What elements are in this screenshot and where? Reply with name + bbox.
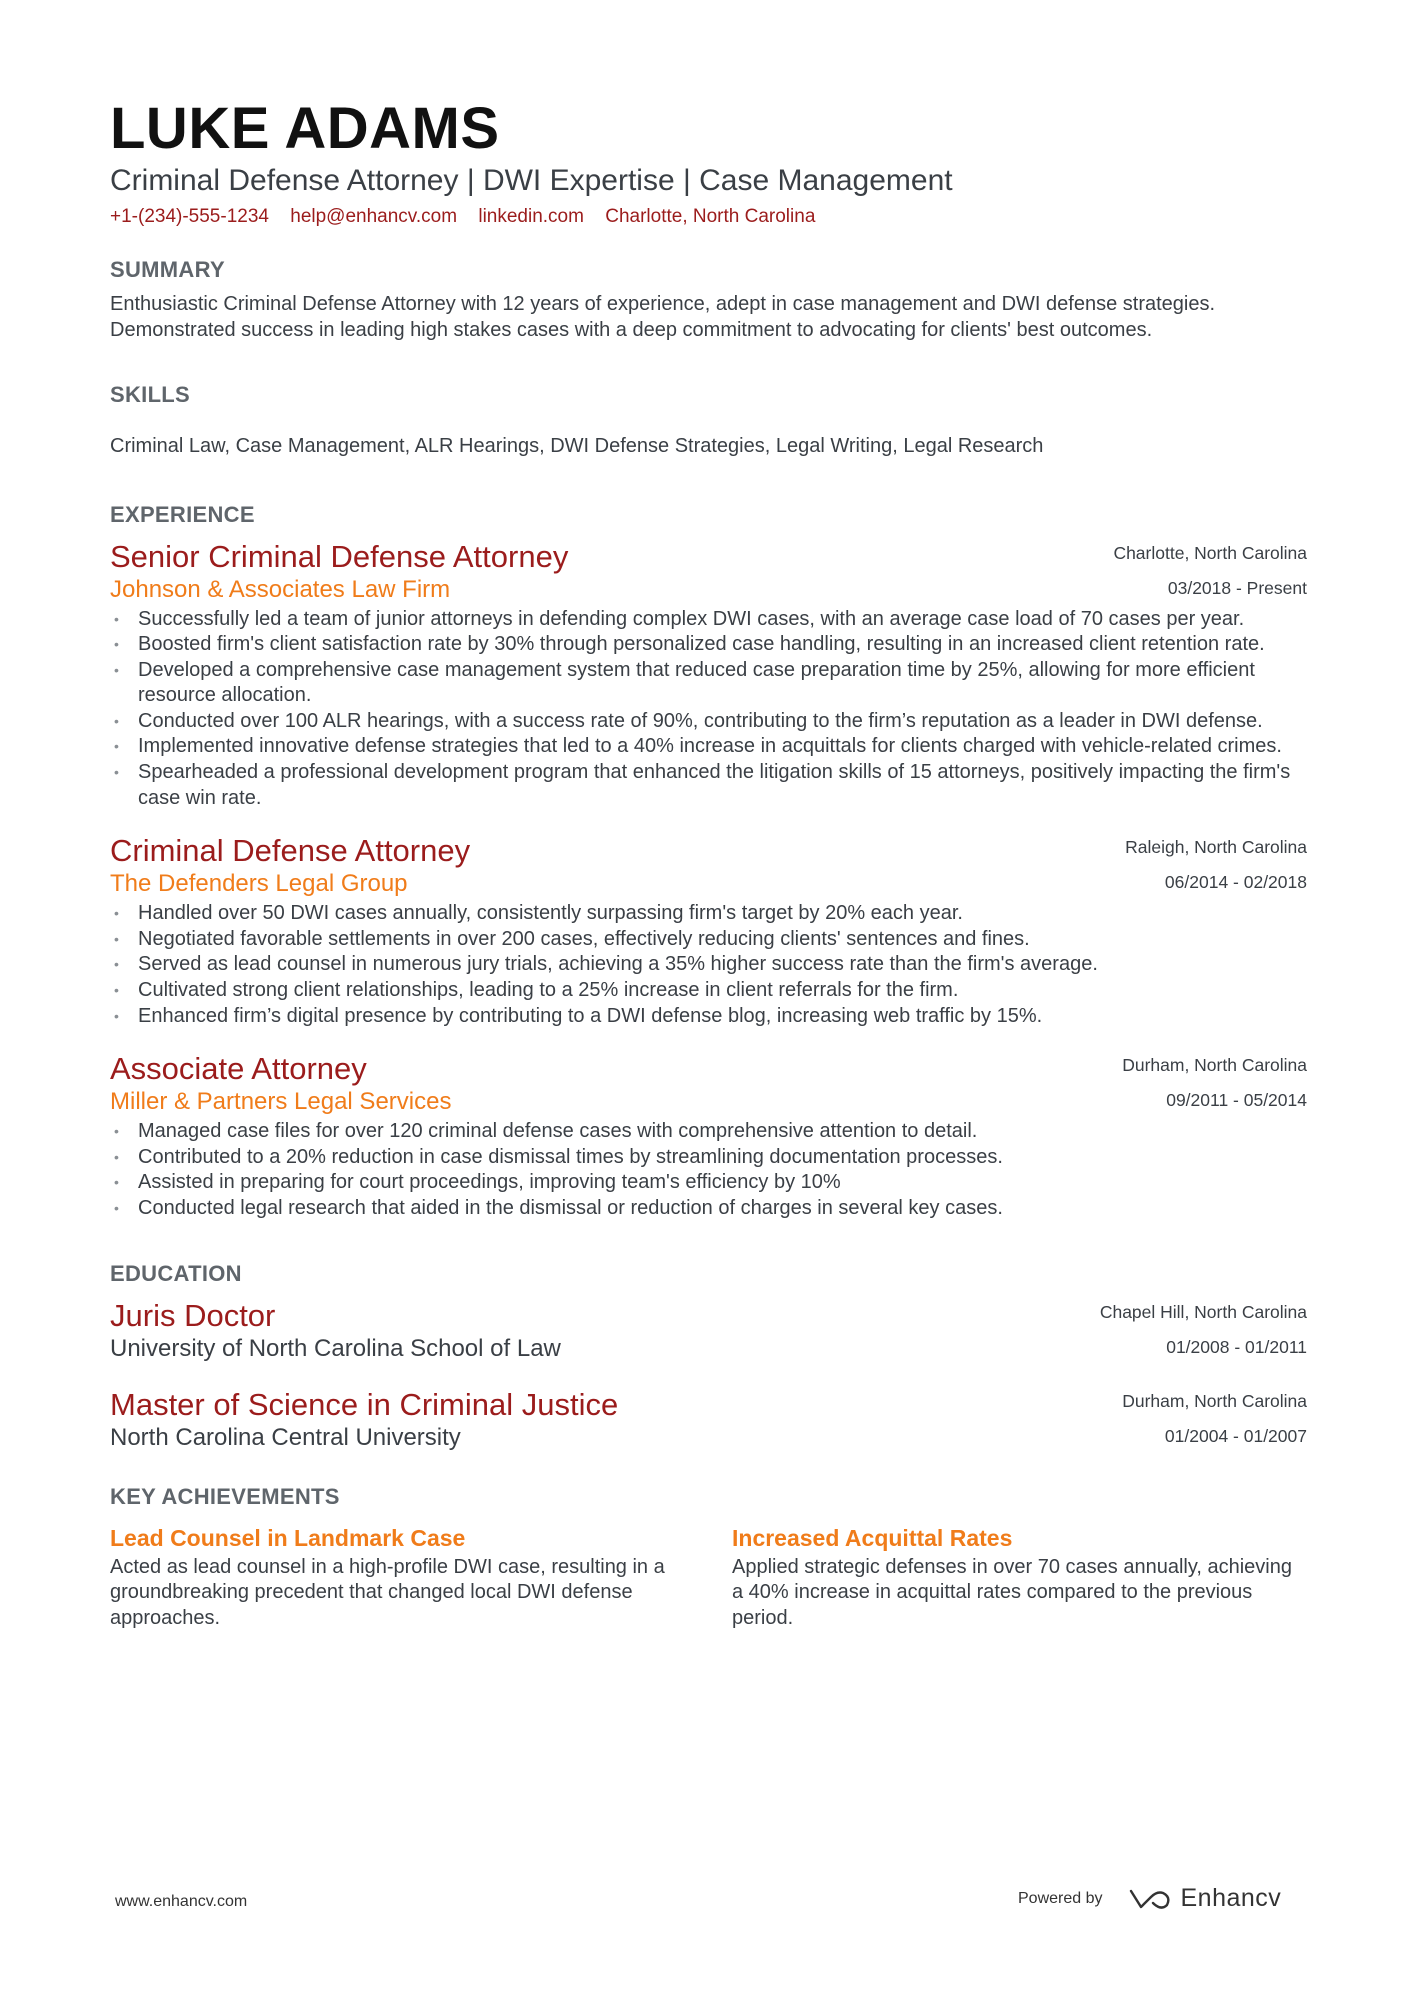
job-location: Charlotte, North Carolina [1113, 542, 1307, 563]
powered-by-label: Powered by [1018, 1889, 1103, 1907]
bullet-item: • Assisted in preparing for court proceedings, improving team's efficiency by 10% [110, 1170, 1307, 1196]
contact-linkedin[interactable]: linkedin.com [478, 206, 584, 227]
summary-section [110, 256, 1307, 343]
education-dates: 01/2004 - 01/2007 [1164, 1425, 1307, 1446]
education-school: North Carolina Central University [110, 1423, 461, 1451]
job-title: Senior Criminal Defense Attorney [110, 538, 569, 574]
education-section [110, 1260, 1307, 1453]
bullet-item: • Served as lead counsel in numerous jury trials, achieving a 35% higher success rate than the firm's average. [110, 952, 1307, 978]
job-dates: 06/2014 - 02/2018 [1164, 872, 1307, 893]
enhancv-logo-icon [1127, 1887, 1173, 1911]
resume-header [110, 96, 1307, 230]
enhancv-brand-name[interactable]: Enhancv [1180, 1884, 1282, 1912]
resume-page [110, 96, 1307, 1631]
achievement-description: Applied strategic defenses in over 70 cases annually, achieving a 40% increase in acquittal rates compared to the previous period. [732, 1555, 1292, 1629]
contact-email[interactable]: help@enhancv.com [290, 206, 458, 227]
achievement-description: Acted as lead counsel in a high-profile DWI case, resulting in a groundbreaking precedent that changed local DWI defense approaches. [110, 1555, 665, 1629]
experience-item [110, 539, 1307, 812]
bullet-item: • Boosted firm's client satisfaction rate by 30% through personalized case handling, resulting in an increased client retention rate. [110, 632, 1307, 658]
education-location: Chapel Hill, North Carolina [1099, 1301, 1307, 1322]
bullet-item: • Handled over 50 DWI cases annually, consistently surpassing firm's target by 20% each year. [110, 901, 1307, 927]
section-title-education: EDUCATION [110, 1260, 242, 1286]
education-degree: Juris Doctor [110, 1297, 276, 1333]
bullet-item: • Conducted legal research that aided in the dismissal or reduction of charges in several key cases. [110, 1196, 1307, 1222]
contact-location: Charlotte, North Carolina [605, 206, 816, 227]
bullet-item: • Managed case files for over 120 criminal defense cases with comprehensive attention to detail. [110, 1119, 1307, 1145]
candidate-headline: Criminal Defense Attorney | DWI Expertise | Case Management [110, 164, 953, 197]
bullet-item: • Negotiated favorable settlements in over 200 cases, effectively reducing clients' sentences and fines. [110, 927, 1307, 953]
achievement-title: Lead Counsel in Landmark Case [110, 1524, 466, 1551]
job-company: Johnson & Associates Law Firm [110, 575, 451, 603]
job-company: Miller & Partners Legal Services [110, 1088, 452, 1116]
experience-item [110, 1051, 1307, 1221]
footer-branding [1018, 1884, 1281, 1913]
experience-item [110, 833, 1307, 1029]
bullet-item: • Enhanced firm’s digital presence by contributing to a DWI defense blog, increasing web traffic by 15%. [110, 1004, 1307, 1030]
summary-text: Enthusiastic Criminal Defense Attorney with 12 years of experience, adept in case management and DWI defense strategies. Demonstrated success in leading high stakes cases with a deep commitment to advocating for clients' best outcomes. [110, 293, 1216, 341]
achievements-section [110, 1483, 1307, 1632]
section-title-summary: SUMMARY [110, 257, 225, 282]
job-bullets [110, 607, 1307, 812]
footer-website[interactable]: www.enhancv.com [115, 1893, 248, 1910]
education-item [110, 1298, 1307, 1364]
experience-section [110, 501, 1307, 1222]
job-bullets [110, 1119, 1307, 1221]
job-title: Criminal Defense Attorney [110, 833, 471, 869]
section-title-achievements: KEY ACHIEVEMENTS [110, 1483, 340, 1509]
bullet-item: • Implemented innovative defense strategies that led to a 40% increase in acquittals for clients charged with vehicle-related crimes. [110, 734, 1307, 760]
job-title: Associate Attorney [110, 1051, 367, 1087]
bullet-item: • Spearheaded a professional development program that enhanced the litigation skills of 15 attorneys, positively impacting the firm's case win rate. [110, 760, 1307, 811]
contact-info [110, 204, 1307, 230]
education-item [110, 1387, 1307, 1453]
achievement-item [732, 1523, 1307, 1632]
job-dates: 03/2018 - Present [1167, 577, 1307, 598]
job-location: Raleigh, North Carolina [1125, 837, 1307, 858]
section-title-experience: EXPERIENCE [110, 501, 255, 527]
education-location: Durham, North Carolina [1122, 1390, 1307, 1411]
job-company: The Defenders Legal Group [110, 870, 408, 898]
education-dates: 01/2008 - 01/2011 [1166, 1336, 1307, 1357]
candidate-name: LUKE ADAMS [110, 96, 500, 161]
education-school: University of North Carolina School of Law [110, 1334, 561, 1362]
job-bullets [110, 901, 1307, 1029]
job-dates: 09/2011 - 05/2014 [1166, 1090, 1307, 1111]
skills-section [110, 381, 1307, 460]
bullet-item: • Contributed to a 20% reduction in case dismissal times by streamlining documentation processes. [110, 1145, 1307, 1171]
bullet-item: • Cultivated strong client relationships, leading to a 25% increase in client referrals for the firm. [110, 978, 1307, 1004]
section-title-skills: SKILLS [110, 382, 191, 407]
achievement-item [110, 1523, 670, 1632]
contact-phone[interactable]: +1-(234)-555-1234 [110, 206, 269, 227]
bullet-item: • Successfully led a team of junior attorneys in defending complex DWI cases, with an average case load of 70 cases per year. [110, 607, 1307, 633]
achievement-title: Increased Acquittal Rates [732, 1524, 1013, 1551]
bullet-item: • Developed a comprehensive case management system that reduced case preparation time by 25%, allowing for more efficient resource allocation. [110, 658, 1307, 709]
job-location: Durham, North Carolina [1122, 1055, 1307, 1076]
achievements-grid [110, 1523, 1307, 1632]
skills-text: Criminal Law, Case Management, ALR Hearings, DWI Defense Strategies, Legal Writing, Legal Research [110, 435, 1044, 457]
bullet-item: • Conducted over 100 ALR hearings, with a success rate of 90%, contributing to the firm’s reputation as a leader in DWI defense. [110, 709, 1307, 735]
education-degree: Master of Science in Criminal Justice [110, 1386, 619, 1422]
